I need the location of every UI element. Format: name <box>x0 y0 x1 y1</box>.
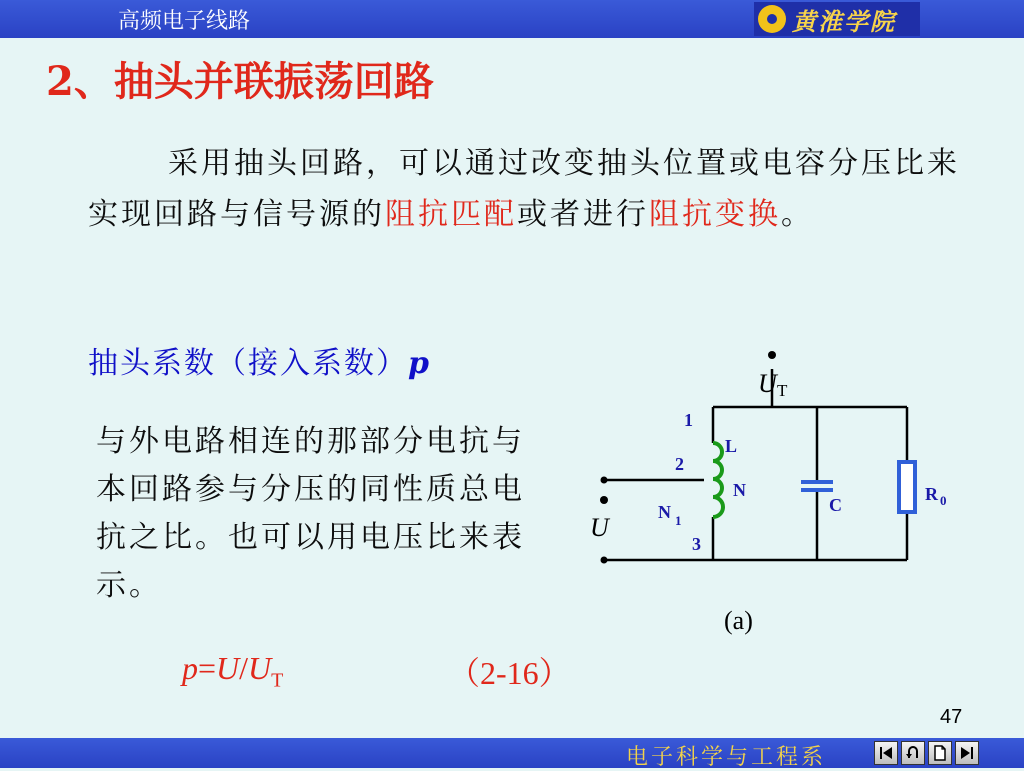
return-button[interactable] <box>901 741 925 765</box>
tap-label-1: 1 <box>684 410 693 430</box>
definition-text: 与外电路相连的那部分电抗与本回路参与分压的同性质总电抗之比。也可以用电压比来表示。 <box>96 424 525 603</box>
input-voltage-label: U <box>590 513 609 542</box>
input-terminal-top <box>601 477 608 484</box>
last-page-icon <box>959 745 975 761</box>
header-bar <box>0 0 1024 38</box>
coefficient-label: 抽头系数（接入系数） <box>88 346 408 381</box>
formula-slash: / <box>239 650 249 686</box>
resistor-label: R <box>925 484 938 504</box>
turns1-label: N <box>658 502 671 522</box>
circuit-wires <box>604 369 907 560</box>
slide-title: 2、抽头并联振荡回路 <box>46 58 434 105</box>
inductor-label: L <box>725 436 738 456</box>
return-icon <box>905 745 921 761</box>
paragraph-text-2: 或者进行 <box>517 197 649 232</box>
formula-p: p <box>182 650 198 686</box>
school-logo <box>754 2 920 36</box>
turns1-subscript: 1 <box>675 513 682 528</box>
formula-equals: = <box>198 650 217 686</box>
input-terminal-bottom <box>601 557 608 564</box>
capacitor-label: C <box>829 495 842 515</box>
tap-coefficient-heading <box>88 338 431 382</box>
formula-ut-subscript: T <box>271 669 284 692</box>
intro-paragraph <box>88 138 978 240</box>
formula-u: U <box>216 650 240 686</box>
logo-emblem-icon <box>758 5 786 33</box>
footer-bar <box>0 738 1024 768</box>
first-page-button[interactable] <box>874 741 898 765</box>
equation-number: （2-16） <box>448 655 571 691</box>
tap-label-3: 3 <box>692 534 701 554</box>
tapped-resonant-circuit <box>560 340 960 590</box>
coefficient-symbol: p <box>408 346 431 381</box>
output-voltage-label: U <box>758 369 777 398</box>
output-voltage-dot <box>768 351 776 359</box>
slide-navigation <box>874 741 979 765</box>
resistor-icon <box>899 462 915 512</box>
resistor-subscript: 0 <box>940 493 947 508</box>
page-button[interactable] <box>928 741 952 765</box>
output-voltage-subscript: T <box>777 381 788 400</box>
formula-ut: U <box>248 650 272 686</box>
page-number: 47 <box>940 706 963 728</box>
figure-caption: (a) <box>724 606 753 635</box>
tap-label-2: 2 <box>675 454 684 474</box>
last-page-button[interactable] <box>955 741 979 765</box>
course-title: 高频电子线路 <box>118 9 251 34</box>
emphasis-impedance-transform: 阻抗变换 <box>649 197 781 232</box>
emphasis-impedance-matching: 阻抗匹配 <box>385 197 517 232</box>
formula <box>182 650 283 692</box>
input-voltage-dot <box>600 496 608 504</box>
first-page-icon <box>878 745 894 761</box>
page-icon <box>932 745 948 761</box>
capacitor-icon <box>801 482 833 490</box>
turns-label: N <box>733 480 746 500</box>
inductor-coil-icon <box>713 443 723 517</box>
paragraph-text-3: 。 <box>781 197 814 232</box>
department-name: 电子科学与工程系 <box>626 745 827 770</box>
logo-text: 黄淮学院 <box>792 6 896 36</box>
paragraph-text-1: 采用抽头回路，可以通过改变抽头位置或电容分压比来实现回路与信号源的 <box>88 146 960 232</box>
